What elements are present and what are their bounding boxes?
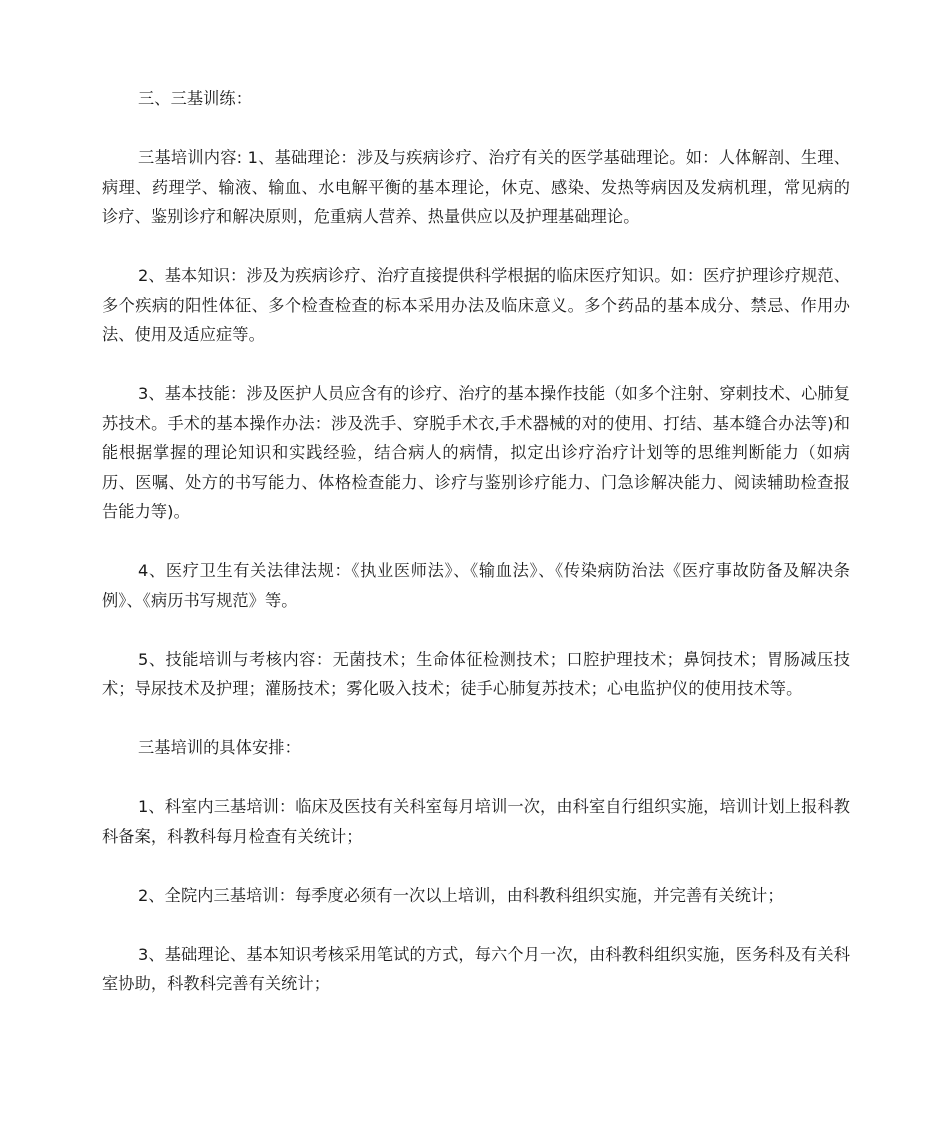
paragraph-hospital-training: 2、全院内三基培训：每季度必须有一次以上培训，由科教科组织实施，并完善有关统计； [138, 885, 784, 905]
paragraph-laws: 4、医疗卫生有关法律法规：《执业医师法》、《输血法》、《传染病防治法《医疗事故防备及解决条例》、《病历书写规范》等。 [102, 561, 850, 610]
section-heading: 三、三基训练： [138, 89, 253, 108]
arrangement-heading: 三基培训的具体安排： [138, 738, 301, 757]
paragraph-basic-theory: 三基培训内容: 1、基础理论：涉及与疾病诊疗、治疗有关的医学基础理论。如：人体解剖、生理、病理、药理学、输液、输血、水电解平衡的基本理论，休克、感染、发热等病因及发病机理，常见病的诊疗、鉴别诊疗和解决原则，危重病人营养、热量供应以及护理基础理论。 [102, 148, 850, 226]
document-body [102, 84, 850, 999]
paragraph-skill-training: 5、技能培训与考核内容：无菌技术；生命体征检测技术；口腔护理技术；鼻饲技术；胃肠减压技术；导尿技术及护理；灌肠技术；雾化吸入技术；徒手心肺复苏技术；心电监护仪的使用技术等。 [102, 649, 850, 698]
paragraph-basic-knowledge: 2、基本知识：涉及为疾病诊疗、治疗直接提供科学根据的临床医疗知识。如：医疗护理诊疗规范、多个疾病的阳性体征、多个检查检查的标本采用办法及临床意义。多个药品的基本成分、禁忌、作用办法、使用及适应症等。 [102, 266, 850, 344]
paragraph-department-training: 1、科室内三基培训：临床及医技有关科室每月培训一次，由科室自行组织实施，培训计划上报科教科备案，科教科每月检查有关统计； [102, 797, 850, 846]
paragraph-basic-skills: 3、基本技能：涉及医护人员应含有的诊疗、治疗的基本操作技能（如多个注射、穿刺技术、心肺复苏技术。手术的基本操作办法：涉及洗手、穿脱手术衣,手术器械的对的使用、打结、基本缝合办法等)和能根据掌握的理论知识和实践经验，结合病人的病情，拟定出诊疗治疗计划等的思维判断能力（如病历、医嘱、处方的书写能力、体格检查能力、诊疗与鉴别诊疗能力、门急诊解决能力、阅读辅助检查报告能力等)。 [102, 384, 850, 521]
paragraph-exam: 3、基础理论、基本知识考核采用笔试的方式，每六个月一次，由科教科组织实施，医务科及有关科室协助，科教科完善有关统计； [102, 944, 850, 993]
